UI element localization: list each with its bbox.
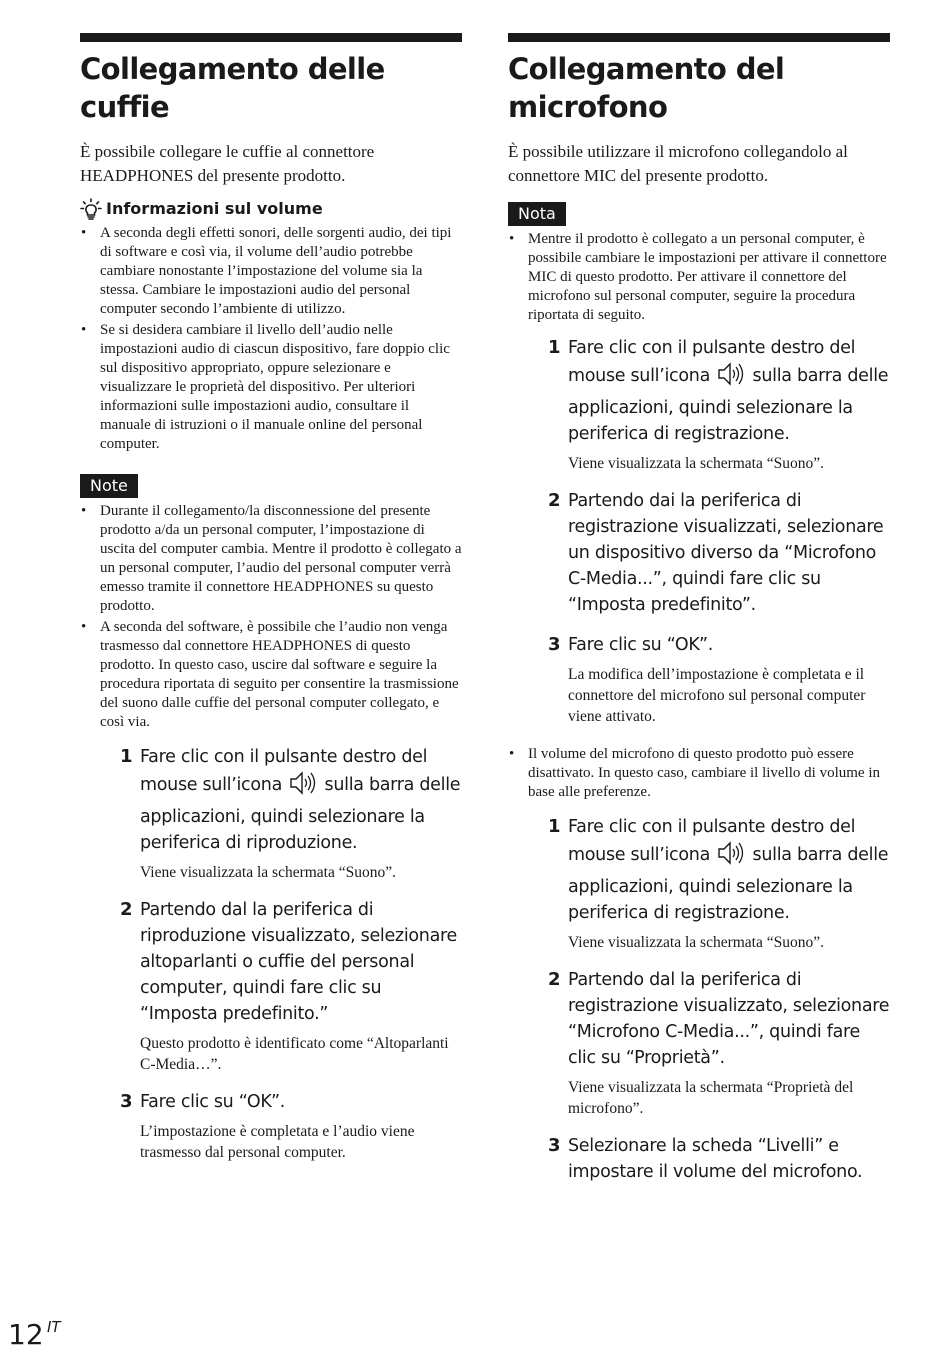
step-item: 2 Partendo dai la periferica di registrazione visualizzati, selezionare un dispositivo diverso da “Microfono C-Media...”, quindi fare clic su “Imposta predefinito”. — [548, 490, 884, 615]
note-badge: Nota — [508, 202, 566, 226]
step-number: 2 — [548, 969, 561, 990]
step-item: 2 Partendo dal la periferica di riproduzione visualizzato, selezionare altoparlanti o cuffie del personal computer, quindi fare clic su “Imposta predefinito.” Questo prodotto è identificato come “Altoparlanti C-Media…”. — [80, 897, 462, 1075]
speaker-icon — [716, 840, 746, 874]
speaker-icon — [288, 770, 318, 804]
list-item: • Durante il collegamento/la disconnessione del presente prodotto a/da un personal computer, l’impostazione di uscita del computer cambia. Mentre il prodotto è collegato a un personal computer, l’audio del personal computer verrà emesso tramite il connettore HEADPHONES su questo prodotto. — [81, 503, 462, 614]
step-list — [508, 335, 890, 727]
step-item: 3 Fare clic su “OK”. La modifica dell’impostazione è completata e il connettore del microfono sul personal computer viene attivato. — [508, 632, 890, 727]
list-item: • Mentre il prodotto è collegato a un personal computer, è possibile cambiare le impostazioni per attivare il connettore MIC di questo prodotto. Per attivare il connettore del microfono sul personal computer, seguire la procedura riportata di seguito. — [509, 231, 887, 323]
list-item: • A seconda del software, è possibile che l’audio non venga trasmesso dal connettore HEADPHONES di questo prodotto. In questo caso, uscire dal software e seguire la procedura riportata di seguito per consentire la trasmissione del suono dalle cuffie del personal computer collegato, e così via. — [81, 619, 459, 730]
step-number: 1 — [120, 746, 133, 767]
note-list — [508, 230, 890, 325]
step-result: L’impostazione è completata e l’audio viene trasmesso dal personal computer. — [140, 1123, 415, 1161]
step-item: 1 Fare clic con il pulsante destro del mouse sull’icona sulla barra delle applicazioni, quindi selezionare la periferica di registrazione. Viene visualizzata la schermata “Suono”. — [548, 337, 889, 472]
step-item: 3 Selezionare la scheda “Livelli” e impostare il volume del microfono. — [548, 1135, 863, 1182]
tip-heading — [80, 198, 462, 220]
note-badge: Note — [80, 474, 138, 498]
step-result: Viene visualizzata la schermata “Suono”. — [140, 864, 396, 881]
section-rule — [80, 33, 462, 42]
left-column — [80, 33, 462, 1177]
speaker-icon — [716, 361, 746, 395]
step-number: 3 — [548, 634, 561, 655]
step-result: Viene visualizzata la schermata “Suono”. — [568, 455, 824, 472]
list-item: • Se si desidera cambiare il livello dell’audio nelle impostazioni audio di ciascun dispositivo, fare doppio clic sul dispositivo appropriato, oppure selezionare e visualizzare le proprietà del dispositivo. Per ulteriori informazioni sulle impostazioni audio, consultare il manuale di istruzioni o il manuale online del personal computer. — [81, 322, 450, 452]
tip-title: Informazioni sul volume — [106, 199, 323, 218]
lightbulb-icon — [80, 198, 102, 220]
page-number: 12 — [8, 1318, 44, 1351]
step-list — [508, 814, 890, 1185]
list-item: • A seconda degli effetti sonori, delle sorgenti audio, dei tipi di software e così via, il volume dell’audio potrebbe cambiare nonostante l’impostazione del volume sia la stessa. Cambiare le impostazioni audio del personal computer secondo l’ambiente di utilizzo. — [81, 225, 452, 317]
step-number: 2 — [120, 899, 133, 920]
step-number: 3 — [120, 1091, 133, 1112]
section-intro: È possibile collegare le cuffie al connettore HEADPHONES del presente prodotto. — [80, 142, 375, 185]
step-result: Viene visualizzata la schermata “Proprietà del microfono”. — [568, 1079, 854, 1117]
section-title-microphone: Collegamento del microfono — [508, 52, 785, 124]
step-item: 1 Fare clic con il pulsante destro del mouse sull’icona sulla barra delle applicazioni, quindi selezionare la periferica di registrazione. Viene visualizzata la schermata “Suono”. — [548, 816, 889, 951]
step-number: 1 — [548, 816, 561, 837]
page-language: IT — [47, 1318, 61, 1336]
tip-list — [80, 224, 462, 454]
step-number: 3 — [548, 1135, 561, 1156]
note-list — [80, 502, 462, 732]
step-result: Viene visualizzata la schermata “Suono”. — [568, 934, 824, 951]
list-item: • Il volume del microfono di questo prodotto può essere disattivato. In questo caso, cambiare il livello di volume in base alle preferenze. — [509, 746, 881, 800]
step-number: 1 — [548, 337, 561, 358]
right-column — [508, 33, 890, 1199]
step-result: Questo prodotto è identificato come “Altoparlanti C-Media…”. — [140, 1035, 449, 1073]
step-item: 3 Fare clic su “OK”. L’impostazione è completata e l’audio viene trasmesso dal personal computer. — [80, 1089, 462, 1163]
step-list — [80, 744, 462, 1163]
step-result: La modifica dell’impostazione è completata e il connettore del microfono sul personal computer viene attivato. — [568, 666, 866, 725]
step-number: 2 — [548, 490, 561, 511]
section-title-headphones: Collegamento delle cuffie — [80, 52, 385, 124]
section-intro: È possibile utilizzare il microfono collegandolo al connettore MIC del presente prodotto. — [508, 142, 848, 185]
step-item: 2 Partendo dal la periferica di registrazione visualizzato, selezionare “Microfono C-Media...”, quindi fare clic su “Proprietà”. Viene visualizzata la schermata “Proprietà del microfono”. — [548, 969, 890, 1117]
section-rule — [508, 33, 890, 42]
info-list — [508, 745, 890, 802]
step-item: 1 Fare clic con il pulsante destro del mouse sull’icona sulla barra delle applicazioni, quindi selezionare la periferica di riproduzione. Viene visualizzata la schermata “Suono”. — [120, 746, 461, 881]
